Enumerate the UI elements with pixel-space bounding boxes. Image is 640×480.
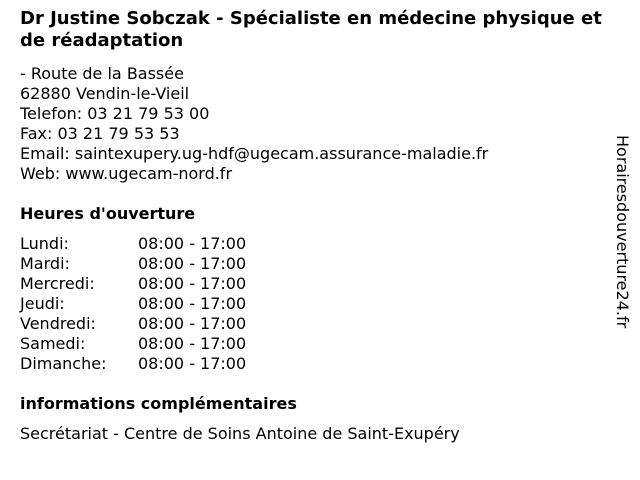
time-range: 08:00 - 17:00 bbox=[138, 274, 247, 293]
hours-row bbox=[20, 314, 246, 334]
day-label: Jeudi: bbox=[20, 294, 65, 313]
day-label: Lundi: bbox=[20, 234, 69, 253]
street-address: - Route de la Bassée bbox=[20, 64, 184, 83]
day-label: Vendredi: bbox=[20, 314, 96, 333]
hours-row bbox=[20, 294, 246, 314]
time-range: 08:00 - 17:00 bbox=[138, 314, 247, 333]
hours-row bbox=[20, 354, 246, 374]
email-address: Email: saintexupery.ug-hdf@ugecam.assurance-maladie.fr bbox=[20, 144, 489, 163]
day-label: Mercredi: bbox=[20, 274, 95, 293]
opening-hours-table bbox=[20, 234, 246, 374]
time-range: 08:00 - 17:00 bbox=[138, 334, 247, 353]
hours-row bbox=[20, 234, 246, 254]
day-label: Dimanche: bbox=[20, 354, 107, 373]
hours-row bbox=[20, 334, 246, 354]
contact-block bbox=[20, 64, 488, 184]
fax-number: Fax: 03 21 79 53 53 bbox=[20, 124, 180, 143]
hours-row bbox=[20, 254, 246, 274]
opening-hours-heading: Heures d'ouverture bbox=[20, 204, 196, 223]
page-title: Dr Justine Sobczak - Spécialiste en médecine physique et de réadaptation bbox=[20, 8, 602, 51]
hours-row bbox=[20, 274, 246, 294]
city-address: 62880 Vendin-le-Vieil bbox=[20, 84, 190, 103]
time-range: 08:00 - 17:00 bbox=[138, 254, 247, 273]
additional-info-heading: informations complémentaires bbox=[20, 394, 297, 413]
time-range: 08:00 - 17:00 bbox=[138, 294, 247, 313]
website: Web: www.ugecam-nord.fr bbox=[20, 164, 233, 183]
time-range: 08:00 - 17:00 bbox=[138, 234, 247, 253]
additional-info-text: Secrétariat - Centre de Soins Antoine de Saint-Exupéry bbox=[20, 424, 460, 443]
time-range: 08:00 - 17:00 bbox=[138, 354, 247, 373]
day-label: Samedi: bbox=[20, 334, 86, 353]
site-watermark: Horairesdouverture24.fr bbox=[613, 135, 632, 329]
phone-number: Telefon: 03 21 79 53 00 bbox=[20, 104, 210, 123]
day-label: Mardi: bbox=[20, 254, 70, 273]
